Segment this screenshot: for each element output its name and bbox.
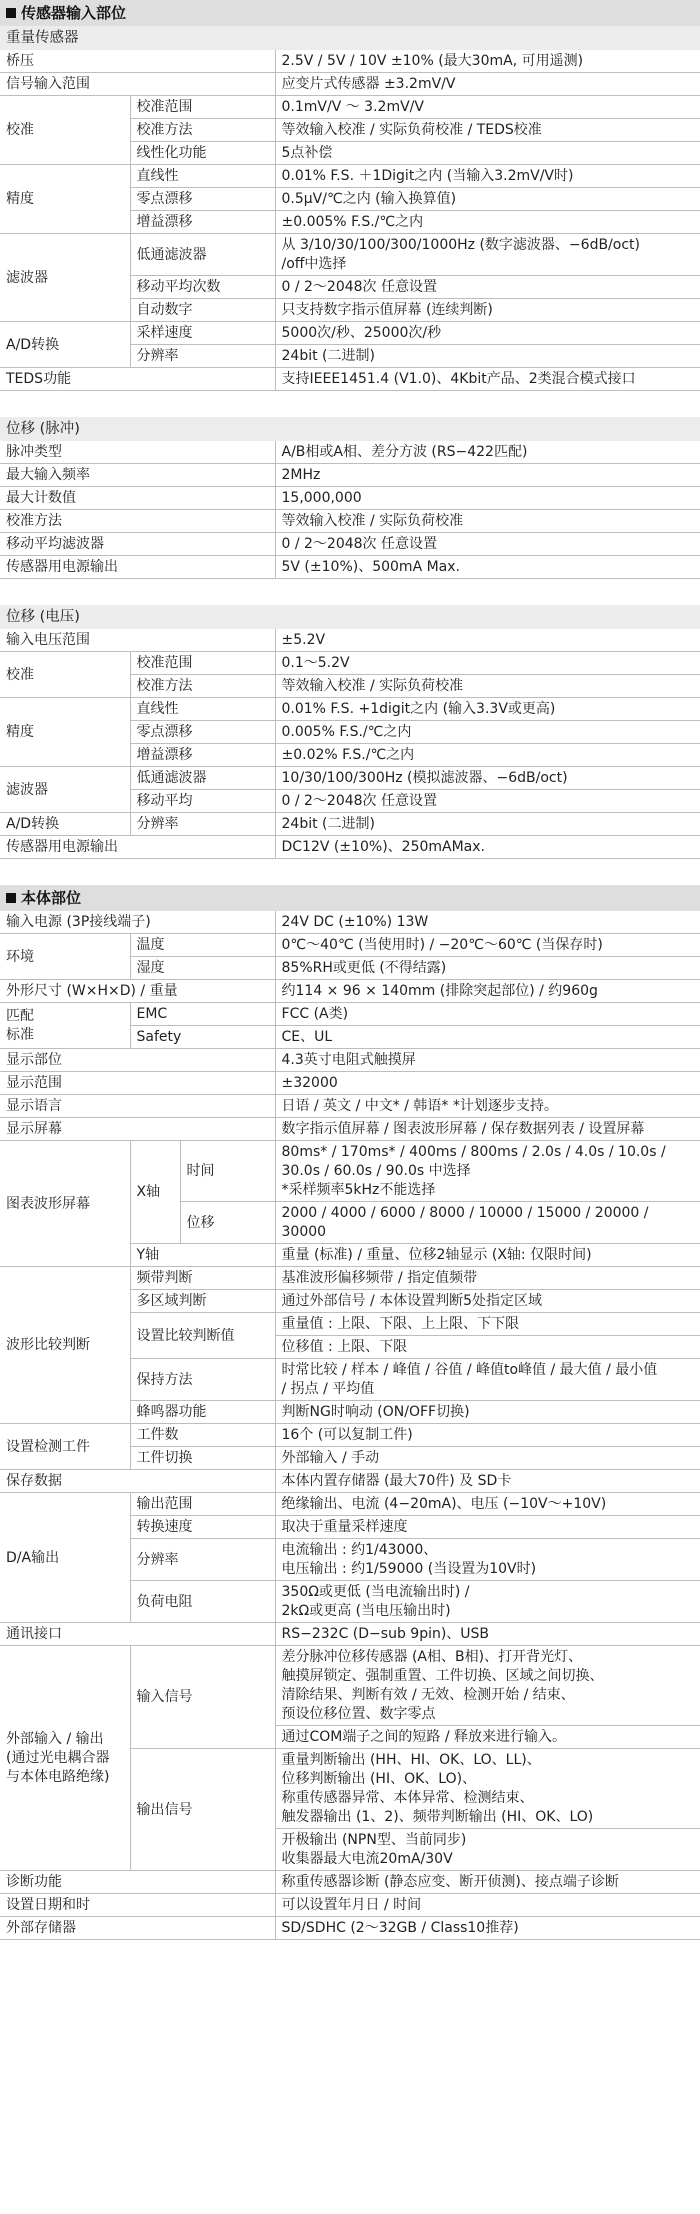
spec-label: 信号输入范围 xyxy=(0,73,275,96)
spec-value: 0 / 2～2048次 任意设置 xyxy=(275,790,700,813)
spec-label: 显示部位 xyxy=(0,1049,275,1072)
spec-value: 数字指示值屏幕 / 图表波形屏幕 / 保存数据列表 / 设置屏幕 xyxy=(275,1118,700,1141)
spec-value: 判断NG时响动 (ON/OFF切换) xyxy=(275,1401,700,1424)
spec-label: X轴 xyxy=(130,1141,180,1244)
spec-value: 2000 / 4000 / 6000 / 8000 / 10000 / 15000 / 20000 / 30000 xyxy=(275,1202,700,1244)
spec-value: 0.01% F.S. +1digit之内 (输入3.3V或更高) xyxy=(275,698,700,721)
spec-label: 外部存储器 xyxy=(0,1917,275,1940)
spec-label: 诊断功能 xyxy=(0,1871,275,1894)
spec-label: 增益漂移 xyxy=(130,744,275,767)
spec-value: 0.5μV/℃之内 (输入换算值) xyxy=(275,188,700,211)
spec-value: CE、UL xyxy=(275,1026,700,1049)
spec-value: 绝缘输出、电流 (4−20mA)、电压 (−10V～+10V) xyxy=(275,1493,700,1516)
spec-label: 波形比较判断 xyxy=(0,1267,130,1424)
table-row xyxy=(0,1049,700,1072)
table-row xyxy=(0,767,700,790)
table-row xyxy=(0,165,700,188)
spec-label: 分辨率 xyxy=(130,813,275,836)
table-row xyxy=(0,629,700,652)
table-row xyxy=(0,556,700,579)
spec-label: 设置比较判断值 xyxy=(130,1313,275,1359)
spec-label: Safety xyxy=(130,1026,275,1049)
spec-label: 显示语言 xyxy=(0,1095,275,1118)
spec-value: 等效输入校准 / 实际负荷校准 xyxy=(275,675,700,698)
spec-label: 脉冲类型 xyxy=(0,441,275,464)
spec-label: 直线性 xyxy=(130,165,275,188)
table-row xyxy=(0,1003,700,1026)
spec-label: 校准范围 xyxy=(130,96,275,119)
spec-label: 移动平均次数 xyxy=(130,276,275,299)
table-row xyxy=(0,487,700,510)
spec-value: ±0.005% F.S./℃之内 xyxy=(275,211,700,234)
spec-label: 输入电源 (3P接线端子) xyxy=(0,911,275,934)
table-row xyxy=(0,1470,700,1493)
spec-label: 最大输入频率 xyxy=(0,464,275,487)
spec-label: 低通滤波器 xyxy=(130,234,275,276)
spec-label: 温度 xyxy=(130,934,275,957)
table-row xyxy=(0,368,700,391)
spec-value: 15,000,000 xyxy=(275,487,700,510)
table-row xyxy=(0,1871,700,1894)
spec-label: 线性化功能 xyxy=(130,142,275,165)
spec-label: 校准方法 xyxy=(0,510,275,533)
square-bullet-icon xyxy=(6,893,16,903)
spec-label: 分辨率 xyxy=(130,1539,275,1581)
spec-label: 外形尺寸 (W×H×D) / 重量 xyxy=(0,980,275,1003)
spec-value: 0.1～5.2V xyxy=(275,652,700,675)
table-row xyxy=(0,1623,700,1646)
spec-label: 输出范围 xyxy=(130,1493,275,1516)
spec-value: 85%RH或更低 (不得结露) xyxy=(275,957,700,980)
body-section-title: 本体部位 xyxy=(0,885,700,911)
table-row xyxy=(0,1072,700,1095)
spec-value: 从 3/10/30/100/300/1000Hz (数字滤波器、−6dB/oct) /off中选择 xyxy=(275,234,700,276)
spec-label: 外部输入 / 输出 (通过光电耦合器 与本体电路绝缘) xyxy=(0,1646,130,1871)
spec-value: 通过COM端子之间的短路 / 释放来进行输入。 xyxy=(275,1726,700,1749)
pulse-subtitle: 位移 (脉冲) xyxy=(0,417,700,441)
body-section xyxy=(0,885,700,1940)
spec-value: 0℃～40℃ (当使用时) / −20℃～60℃ (当保存时) xyxy=(275,934,700,957)
table-row xyxy=(0,934,700,957)
spec-value: SD/SDHC (2～32GB / Class10推荐) xyxy=(275,1917,700,1940)
table-row xyxy=(0,1141,700,1202)
voltage-table xyxy=(0,629,700,859)
spec-value: 2.5V / 5V / 10V ±10% (最大30mA, 可用遥测) xyxy=(275,50,700,73)
body-table xyxy=(0,911,700,1940)
spec-label: 传感器用电源输出 xyxy=(0,836,275,859)
spec-value: 0.1mV/V ～ 3.2mV/V xyxy=(275,96,700,119)
square-bullet-icon xyxy=(6,8,16,18)
spec-label: 位移 xyxy=(180,1202,275,1244)
spec-label: 湿度 xyxy=(130,957,275,980)
spec-value: 电流输出 : 约1/43000、 电压输出 : 约1/59000 (当设置为10V时) xyxy=(275,1539,700,1581)
spec-label: 工件数 xyxy=(130,1424,275,1447)
spec-value: 等效输入校准 / 实际负荷校准 / TEDS校准 xyxy=(275,119,700,142)
spec-value: 5V (±10%)、500mA Max. xyxy=(275,556,700,579)
spec-value: 0 / 2～2048次 任意设置 xyxy=(275,276,700,299)
spec-value: 24V DC (±10%) 13W xyxy=(275,911,700,934)
spec-label: 时间 xyxy=(180,1141,275,1202)
spec-label: 输出信号 xyxy=(130,1749,275,1871)
spec-label: 传感器用电源输出 xyxy=(0,556,275,579)
table-row xyxy=(0,464,700,487)
table-row xyxy=(0,1118,700,1141)
spec-label: 自动数字 xyxy=(130,299,275,322)
spec-value: RS−232C (D−sub 9pin)、USB xyxy=(275,1623,700,1646)
spec-value: 350Ω或更低 (当电流输出时) / 2kΩ或更高 (当电压输出时) xyxy=(275,1581,700,1623)
table-row xyxy=(0,533,700,556)
spec-label: 校准方法 xyxy=(130,675,275,698)
spec-value: 只支持数字指示值屏幕 (连续判断) xyxy=(275,299,700,322)
spec-label: 输入信号 xyxy=(130,1646,275,1749)
spec-value: 本体内置存储器 (最大70件) 及 SD卡 xyxy=(275,1470,700,1493)
spec-value: 位移值 : 上限、下限 xyxy=(275,1336,700,1359)
spec-label: TEDS功能 xyxy=(0,368,275,391)
spec-label: A/D转换 xyxy=(0,322,130,368)
spec-label: 显示范围 xyxy=(0,1072,275,1095)
table-row xyxy=(0,234,700,276)
spec-label: A/D转换 xyxy=(0,813,130,836)
spec-value: 约114 × 96 × 140mm (排除突起部位) / 约960g xyxy=(275,980,700,1003)
table-row xyxy=(0,698,700,721)
spec-label: 匹配 标准 xyxy=(0,1003,130,1049)
spec-value: A/B相或A相、差分方波 (RS−422匹配) xyxy=(275,441,700,464)
table-row xyxy=(0,836,700,859)
spec-label: Y轴 xyxy=(130,1244,275,1267)
voltage-subtitle: 位移 (电压) xyxy=(0,605,700,629)
spec-value: 基准波形偏移频带 / 指定值频带 xyxy=(275,1267,700,1290)
table-row xyxy=(0,911,700,934)
spec-label: 负荷电阻 xyxy=(130,1581,275,1623)
spec-value: 取决于重量采样速度 xyxy=(275,1516,700,1539)
spec-label: 工件切换 xyxy=(130,1447,275,1470)
spec-value: 16个 (可以复制工件) xyxy=(275,1424,700,1447)
spec-value: 4.3英寸电阻式触摸屏 xyxy=(275,1049,700,1072)
spec-label: 零点漂移 xyxy=(130,188,275,211)
table-row xyxy=(0,1267,700,1290)
spec-value: ±32000 xyxy=(275,1072,700,1095)
sensor-section xyxy=(0,0,700,391)
spec-label: EMC xyxy=(130,1003,275,1026)
table-row xyxy=(0,1894,700,1917)
table-row xyxy=(0,1095,700,1118)
spec-label: 采样速度 xyxy=(130,322,275,345)
spec-label: 精度 xyxy=(0,698,130,767)
spec-value: 10/30/100/300Hz (模拟滤波器、−6dB/oct) xyxy=(275,767,700,790)
sensor-section-title: 传感器输入部位 xyxy=(0,0,700,26)
table-row xyxy=(0,980,700,1003)
spec-label: 校准方法 xyxy=(130,119,275,142)
spec-value: FCC (A类) xyxy=(275,1003,700,1026)
spec-value: 0.01% F.S. ＋1Digit之内 (当输入3.2mV/V时) xyxy=(275,165,700,188)
spec-label: 移动平均 xyxy=(130,790,275,813)
table-row xyxy=(0,510,700,533)
spec-label: 校准 xyxy=(0,96,130,165)
voltage-section xyxy=(0,605,700,859)
spec-label: 输入电压范围 xyxy=(0,629,275,652)
spec-value: 80ms* / 170ms* / 400ms / 800ms / 2.0s / 4.0s / 10.0s / 30.0s / 60.0s / 90.0s 中选择 *采样频率5kHz不能选择 xyxy=(275,1141,700,1202)
spec-value: 24bit (二进制) xyxy=(275,813,700,836)
spec-label: 环境 xyxy=(0,934,130,980)
table-row xyxy=(0,73,700,96)
spec-value: DC12V (±10%)、250mAMax. xyxy=(275,836,700,859)
spec-value: 可以设置年月日 / 时间 xyxy=(275,1894,700,1917)
spec-value: 开极输出 (NPN型、当前同步) 收集器最大电流20mA/30V xyxy=(275,1829,700,1871)
spec-label: 显示屏幕 xyxy=(0,1118,275,1141)
spec-label: 最大计数值 xyxy=(0,487,275,510)
spec-value: 0.005% F.S./℃之内 xyxy=(275,721,700,744)
spec-label: 零点漂移 xyxy=(130,721,275,744)
spec-value: 重量判断输出 (HH、HI、OK、LO、LL)、 位移判断输出 (HI、OK、LO)、 称重传感器异常、本体异常、检测结束、 触发器输出 (1、2)、频带判断输出 (HI、OK、LO) xyxy=(275,1749,700,1829)
spec-label: 设置检测工件 xyxy=(0,1424,130,1470)
spec-label: 直线性 xyxy=(130,698,275,721)
spec-label: 保存数据 xyxy=(0,1470,275,1493)
table-row xyxy=(0,50,700,73)
table-row xyxy=(0,813,700,836)
table-row xyxy=(0,322,700,345)
spec-value: 通过外部信号 / 本体设置判断5处指定区域 xyxy=(275,1290,700,1313)
spec-label: 通讯接口 xyxy=(0,1623,275,1646)
spec-value: ±0.02% F.S./℃之内 xyxy=(275,744,700,767)
spec-label: 移动平均滤波器 xyxy=(0,533,275,556)
pulse-table xyxy=(0,441,700,579)
spec-label: 保持方法 xyxy=(130,1359,275,1401)
spec-value: 日语 / 英文 / 中文* / 韩语* *计划逐步支持。 xyxy=(275,1095,700,1118)
spec-label: 多区域判断 xyxy=(130,1290,275,1313)
spec-label: 增益漂移 xyxy=(130,211,275,234)
table-row xyxy=(0,441,700,464)
spec-label: D/A输出 xyxy=(0,1493,130,1623)
table-row xyxy=(0,652,700,675)
table-row xyxy=(0,1646,700,1726)
spec-label: 低通滤波器 xyxy=(130,767,275,790)
spec-value: 2MHz xyxy=(275,464,700,487)
spec-value: 等效输入校准 / 实际负荷校准 xyxy=(275,510,700,533)
spec-value: 5000次/秒、25000次/秒 xyxy=(275,322,700,345)
spec-value: ±5.2V xyxy=(275,629,700,652)
spec-label: 校准范围 xyxy=(130,652,275,675)
table-row xyxy=(0,1917,700,1940)
spec-value: 支持IEEE1451.4 (V1.0)、4Kbit产品、2类混合模式接口 xyxy=(275,368,700,391)
spec-label: 频带判断 xyxy=(130,1267,275,1290)
spec-value: 时常比较 / 样本 / 峰值 / 谷值 / 峰值to峰值 / 最大值 / 最小值 / 拐点 / 平均值 xyxy=(275,1359,700,1401)
spec-value: 5点补偿 xyxy=(275,142,700,165)
table-row xyxy=(0,96,700,119)
spec-value: 外部输入 / 手动 xyxy=(275,1447,700,1470)
weighing-table xyxy=(0,50,700,391)
spec-label: 图表波形屏幕 xyxy=(0,1141,130,1267)
spec-label: 转换速度 xyxy=(130,1516,275,1539)
spec-value: 差分脉冲位移传感器 (A相、B相)、打开背光灯、 触摸屏锁定、强制重置、工件切换、区域之间切换、 清除结果、判断有效 / 无效、检测开始 / 结束、 预设位移位置、数字零点 xyxy=(275,1646,700,1726)
spec-label: 滤波器 xyxy=(0,767,130,813)
spec-value: 0 / 2～2048次 任意设置 xyxy=(275,533,700,556)
spec-value: 称重传感器诊断 (静态应变、断开侦测)、接点端子诊断 xyxy=(275,1871,700,1894)
spec-value: 应变片式传感器 ±3.2mV/V xyxy=(275,73,700,96)
spec-value: 24bit (二进制) xyxy=(275,345,700,368)
spec-value: 重量值 : 上限、下限、上上限、下下限 xyxy=(275,1313,700,1336)
spec-label: 滤波器 xyxy=(0,234,130,322)
table-row xyxy=(0,1493,700,1516)
spec-value: 重量 (标准) / 重量、位移2轴显示 (X轴: 仅限时间) xyxy=(275,1244,700,1267)
table-row xyxy=(0,1424,700,1447)
spec-label: 精度 xyxy=(0,165,130,234)
pulse-section xyxy=(0,417,700,579)
spec-label: 校准 xyxy=(0,652,130,698)
spec-label: 桥压 xyxy=(0,50,275,73)
spec-label: 设置日期和时 xyxy=(0,1894,275,1917)
weighing-subtitle: 重量传感器 xyxy=(0,26,700,50)
spec-label: 蜂鸣器功能 xyxy=(130,1401,275,1424)
spec-label: 分辨率 xyxy=(130,345,275,368)
